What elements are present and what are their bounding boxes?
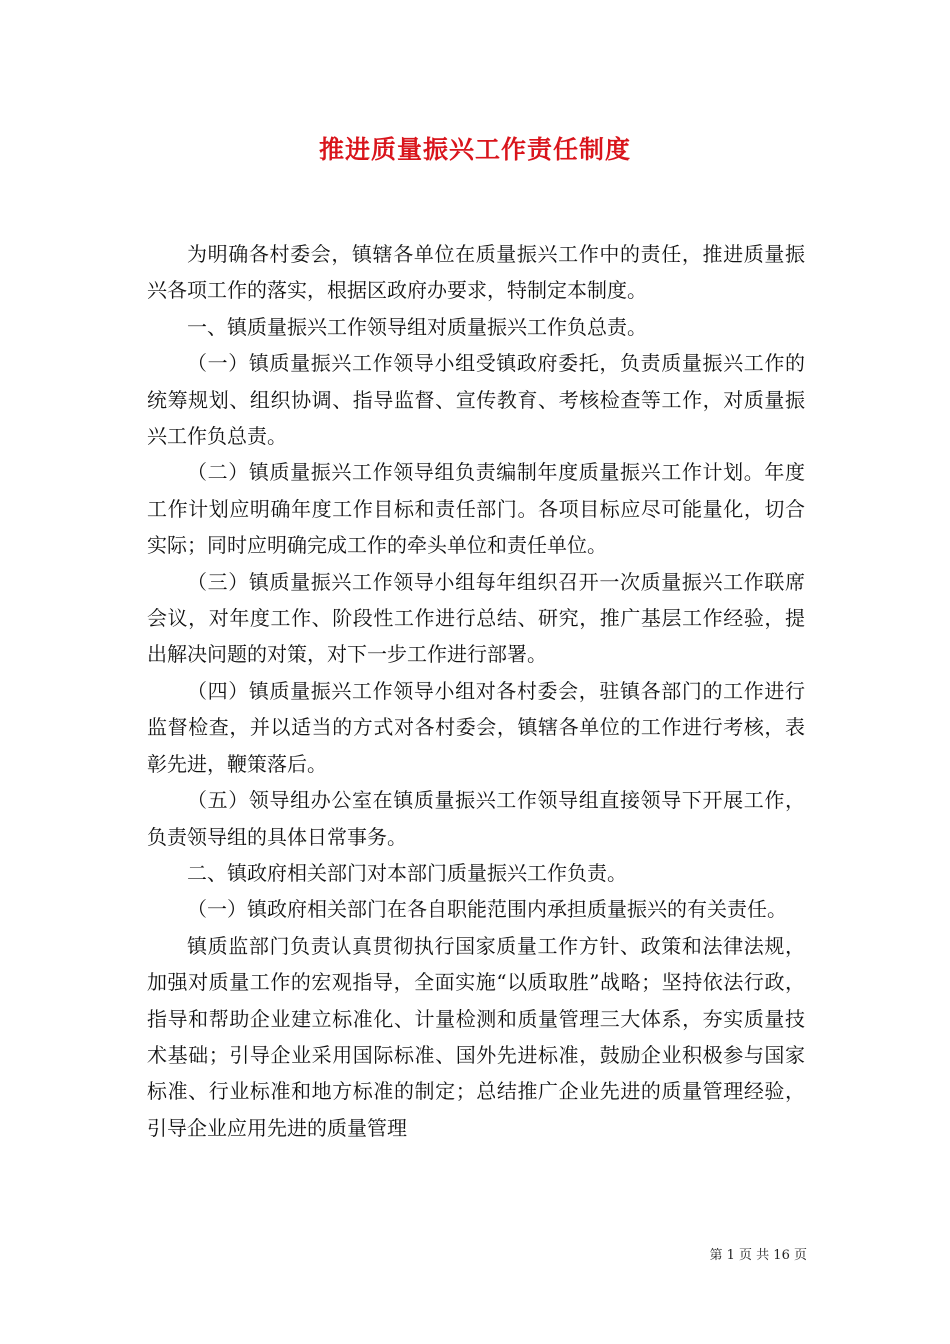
footer-total-pages: 16 <box>773 1248 790 1263</box>
paragraph-intro: 为明确各村委会，镇辖各单位在质量振兴工作中的责任，推进质量振兴各项工作的落实，根据区政府办要求，特制定本制度。 <box>147 242 805 303</box>
footer-suffix: 页 <box>793 1248 807 1263</box>
paragraph-1-4: （四）镇质量振兴工作领导小组对各村委会，驻镇各部门的工作进行监督检查，并以适当的方式对各村委会，镇辖各单位的工作进行考核，表彰先进，鞭策落后。 <box>147 678 805 776</box>
footer-page-number: 1 <box>726 1248 735 1263</box>
paragraph-1-3: （三）镇质量振兴工作领导小组每年组织召开一次质量振兴工作联席会议，对年度工作、阶段性工作进行总结、研究，推广基层工作经验，提出解决问题的对策，对下一步工作进行部署。 <box>147 569 805 667</box>
paragraph-1-1: （一）镇质量振兴工作领导小组受镇政府委托，负责质量振兴工作的统筹规划、组织协调、指导监督、宣传教育、考核检查等工作，对质量振兴工作负总责。 <box>147 351 805 449</box>
section-heading-2: 二、镇政府相关部门对本部门质量振兴工作负责。 <box>187 860 627 885</box>
footer-middle: 页 共 <box>739 1248 770 1263</box>
paragraph-1-5: （五）领导组办公室在镇质量振兴工作领导组直接领导下开展工作，负责领导组的具体日常事务。 <box>147 788 805 849</box>
page-footer <box>709 1244 807 1263</box>
document-body <box>147 236 805 1146</box>
paragraph-2-1: （一）镇政府相关部门在各自职能范围内承担质量振兴的有关责任。 <box>187 897 787 922</box>
footer-prefix: 第 <box>709 1248 723 1263</box>
document-title: 推进质量振兴工作责任制度 <box>318 135 631 164</box>
section-heading-1: 一、镇质量振兴工作领导组对质量振兴工作负总责。 <box>187 314 647 339</box>
paragraph-2-1-detail: 镇质监部门负责认真贯彻执行国家质量工作方针、政策和法律法规，加强对质量工作的宏观指导，全面实施“以质取胜”战略；坚持依法行政，指导和帮助企业建立标准化、计量检测和质量管理三大体系，夯实质量技术基础；引导企业采用国际标准、国外先进标准，鼓励企业积极参与国家标准、行业标准和地方标准的制定；总结推广企业先进的质量管理经验，引导企业应用先进的质量管理 <box>147 933 805 1140</box>
paragraph-1-2: （二）镇质量振兴工作领导组负责编制年度质量振兴工作计划。年度工作计划应明确年度工作目标和责任部门。各项目标应尽可能量化，切合实际；同时应明确完成工作的牵头单位和责任单位。 <box>147 460 805 558</box>
